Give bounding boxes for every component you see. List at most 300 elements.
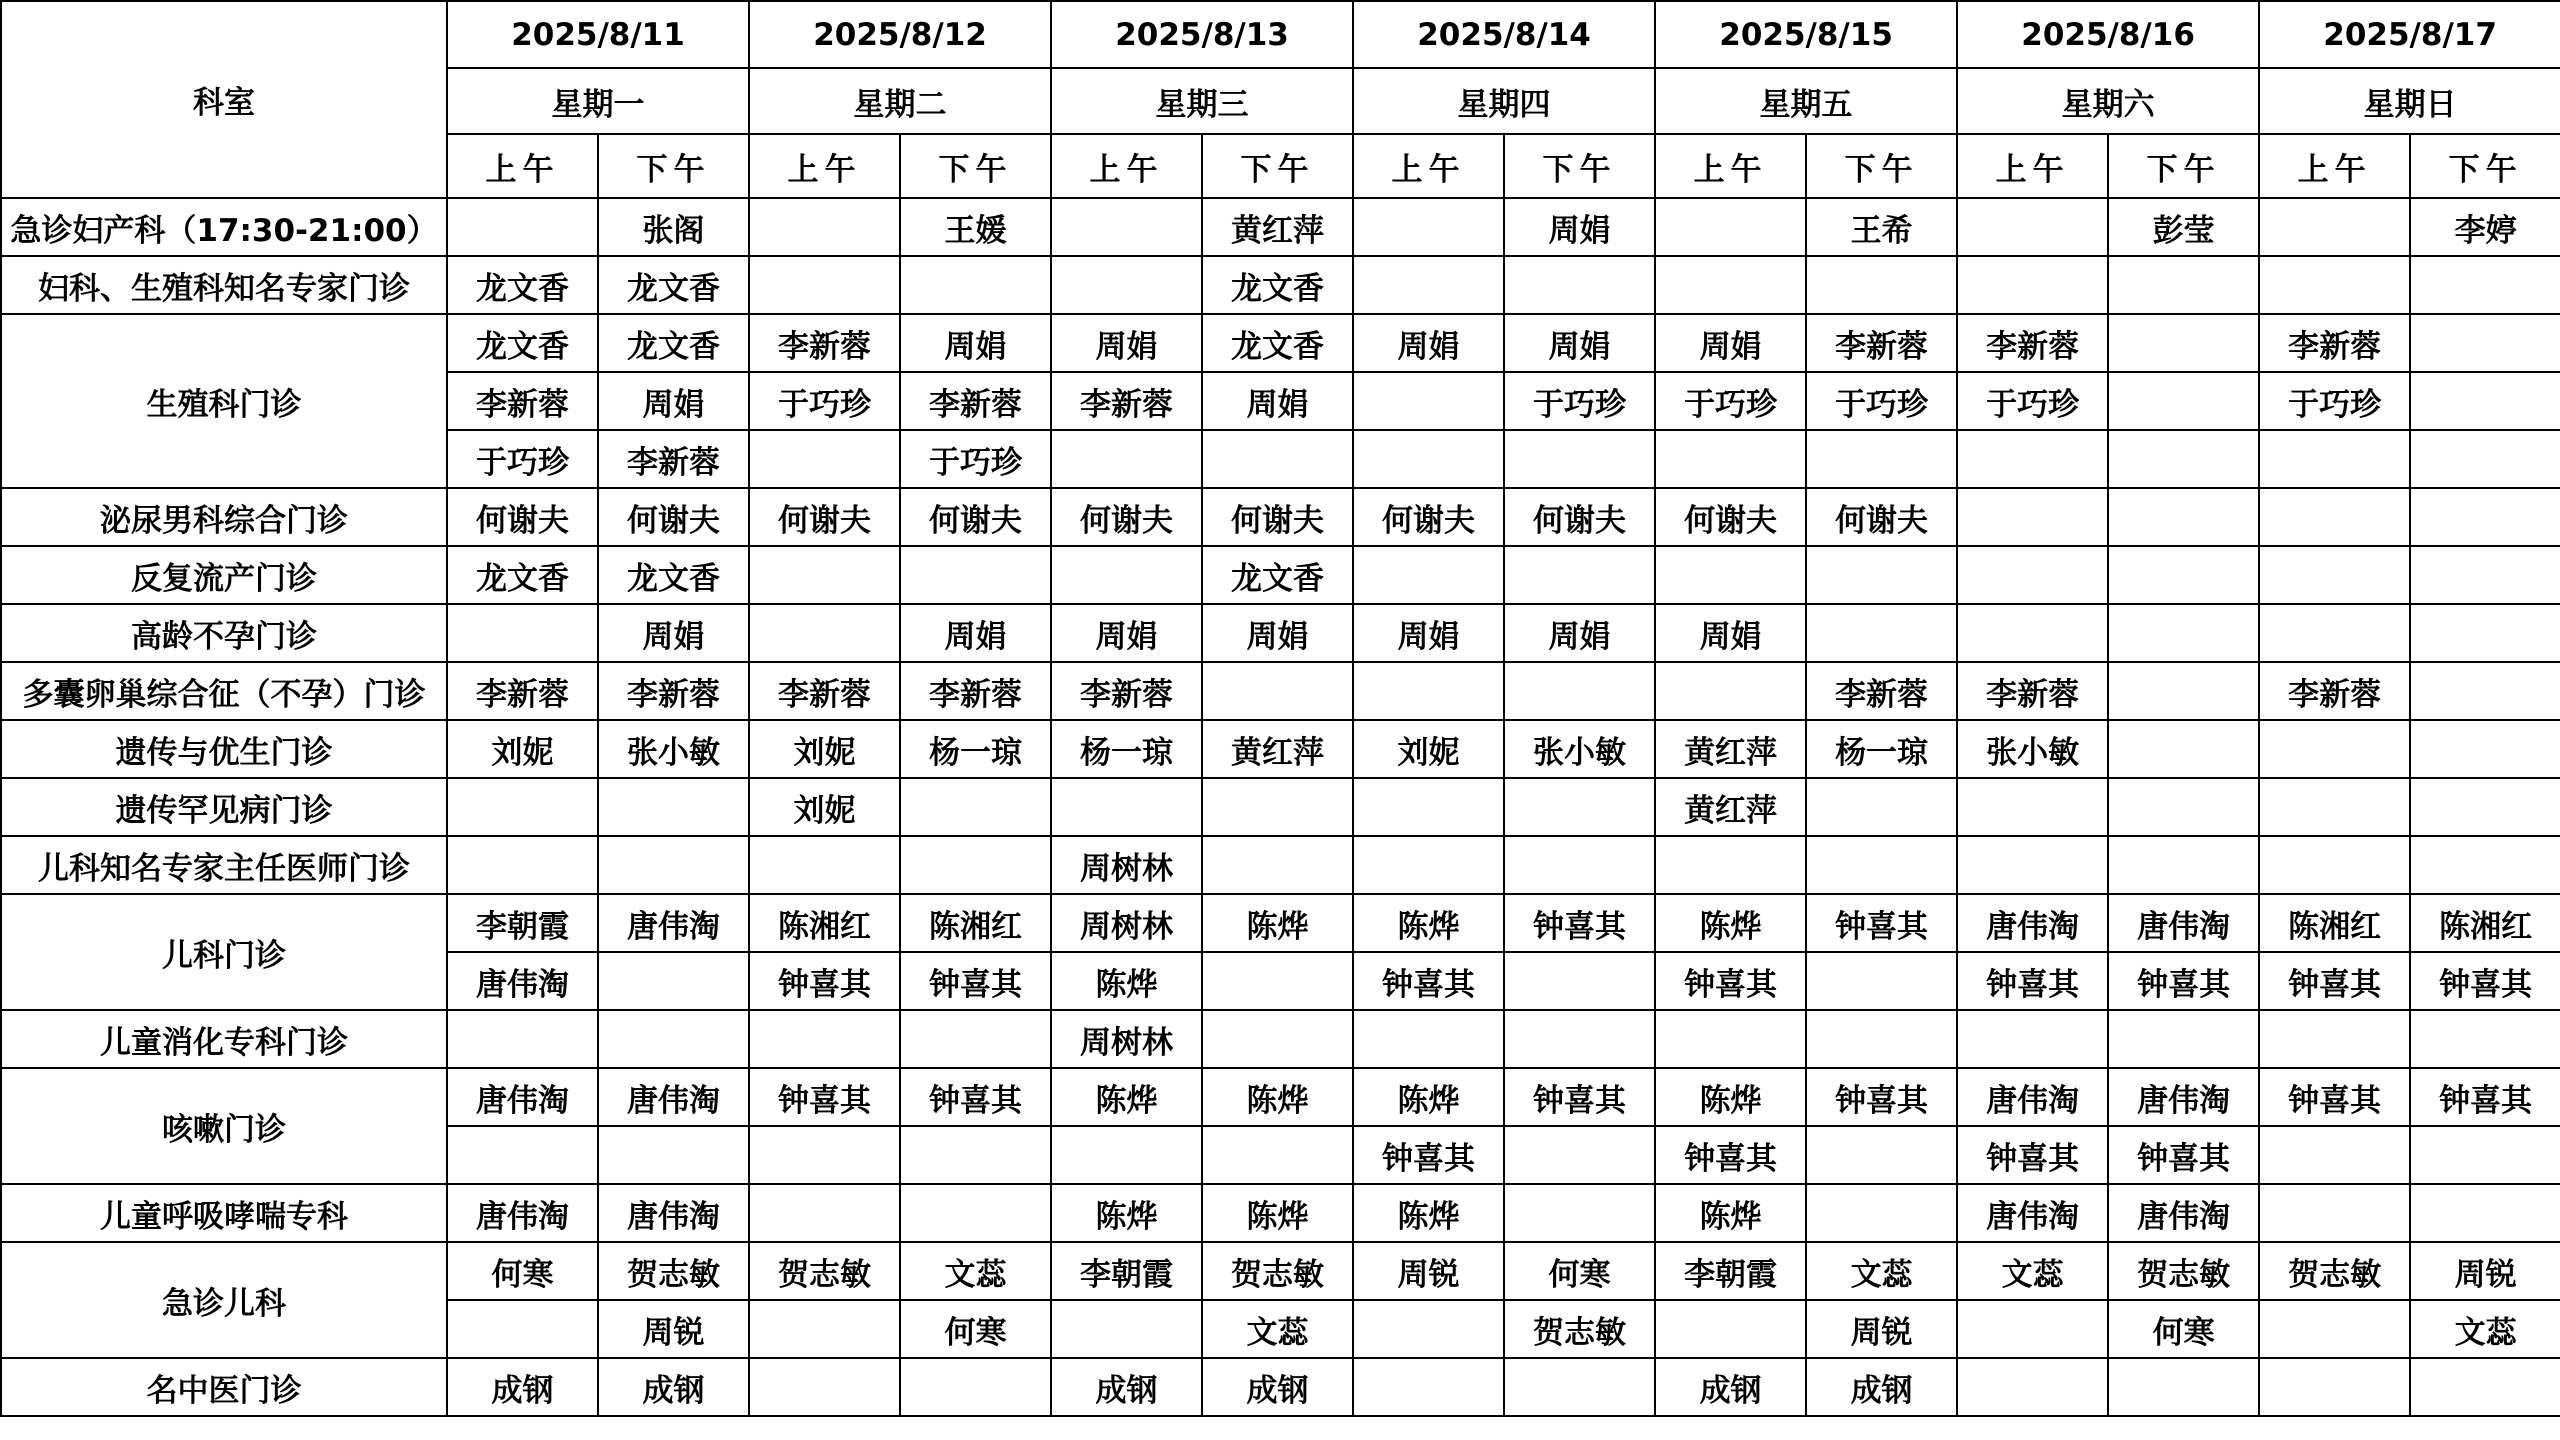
department-name: 急诊儿科 (1, 1242, 447, 1358)
date-header: 2025/8/17 (2259, 1, 2560, 68)
doctor-cell (2108, 1010, 2259, 1068)
doctor-cell: 王媛 (900, 198, 1051, 256)
doctor-cell: 钟喜其 (1655, 952, 1806, 1010)
doctor-cell (2108, 488, 2259, 546)
doctor-cell (1051, 430, 1202, 488)
doctor-cell: 文蕊 (900, 1242, 1051, 1300)
doctor-cell: 文蕊 (1202, 1300, 1353, 1358)
doctor-cell: 周娟 (1202, 372, 1353, 430)
doctor-cell: 陈烨 (1051, 952, 1202, 1010)
doctor-cell (2259, 1010, 2410, 1068)
doctor-cell (1957, 1010, 2108, 1068)
date-header: 2025/8/12 (749, 1, 1051, 68)
doctor-cell (2108, 720, 2259, 778)
doctor-cell: 刘妮 (1353, 720, 1504, 778)
schedule-row (1, 198, 2560, 256)
doctor-cell (2410, 372, 2560, 430)
schedule-row (1, 778, 2560, 836)
doctor-cell (1806, 1184, 1957, 1242)
doctor-cell: 陈烨 (1353, 894, 1504, 952)
am-header: 上午 (1655, 134, 1806, 198)
schedule-row (1, 314, 2560, 372)
doctor-cell: 唐伟淘 (1957, 1068, 2108, 1126)
doctor-cell (1957, 604, 2108, 662)
doctor-cell (749, 430, 900, 488)
doctor-cell: 李新蓉 (2259, 662, 2410, 720)
doctor-cell (2108, 662, 2259, 720)
doctor-cell (1504, 1358, 1655, 1416)
doctor-cell: 于巧珍 (1806, 372, 1957, 430)
doctor-cell (1202, 430, 1353, 488)
doctor-cell (1957, 198, 2108, 256)
doctor-cell: 李新蓉 (2259, 314, 2410, 372)
am-header: 上午 (749, 134, 900, 198)
doctor-cell: 李新蓉 (900, 662, 1051, 720)
doctor-cell: 李新蓉 (598, 662, 749, 720)
doctor-cell (1353, 546, 1504, 604)
doctor-cell: 成钢 (1655, 1358, 1806, 1416)
doctor-cell (1504, 546, 1655, 604)
doctor-cell (2410, 778, 2560, 836)
date-header: 2025/8/13 (1051, 1, 1353, 68)
pm-header: 下午 (2108, 134, 2259, 198)
doctor-cell (598, 1126, 749, 1184)
doctor-cell: 龙文香 (1202, 314, 1353, 372)
doctor-cell: 周娟 (598, 372, 749, 430)
doctor-cell: 周娟 (1504, 198, 1655, 256)
doctor-cell (1957, 836, 2108, 894)
doctor-cell (1655, 256, 1806, 314)
doctor-cell: 陈烨 (1051, 1068, 1202, 1126)
doctor-cell (2259, 256, 2410, 314)
doctor-cell (1806, 430, 1957, 488)
doctor-cell (1202, 952, 1353, 1010)
doctor-cell (749, 836, 900, 894)
doctor-cell: 陈烨 (1655, 1068, 1806, 1126)
doctor-cell (1353, 836, 1504, 894)
doctor-cell (749, 256, 900, 314)
doctor-cell (2410, 662, 2560, 720)
doctor-cell: 钟喜其 (2108, 1126, 2259, 1184)
doctor-cell (1504, 778, 1655, 836)
doctor-cell: 龙文香 (598, 546, 749, 604)
weekday-header: 星期二 (749, 68, 1051, 134)
doctor-cell: 陈烨 (1051, 1184, 1202, 1242)
pm-header: 下午 (2410, 134, 2560, 198)
doctor-cell (900, 1184, 1051, 1242)
doctor-cell: 于巧珍 (1957, 372, 2108, 430)
doctor-cell: 成钢 (447, 1358, 598, 1416)
doctor-cell: 周树林 (1051, 1010, 1202, 1068)
doctor-cell: 陈烨 (1202, 894, 1353, 952)
doctor-cell: 钟喜其 (900, 1068, 1051, 1126)
doctor-cell (2108, 314, 2259, 372)
doctor-cell: 于巧珍 (1504, 372, 1655, 430)
doctor-cell (749, 1126, 900, 1184)
doctor-cell: 李婷 (2410, 198, 2560, 256)
doctor-cell: 陈烨 (1353, 1184, 1504, 1242)
department-column-header: 科室 (1, 1, 447, 198)
doctor-cell (1957, 430, 2108, 488)
doctor-cell (900, 256, 1051, 314)
doctor-cell: 陈烨 (1353, 1068, 1504, 1126)
doctor-cell: 唐伟淘 (1957, 1184, 2108, 1242)
doctor-cell (2259, 430, 2410, 488)
doctor-cell (2259, 488, 2410, 546)
schedule-header (1, 1, 2560, 198)
doctor-cell (1504, 1184, 1655, 1242)
doctor-cell: 刘妮 (749, 720, 900, 778)
doctor-cell: 钟喜其 (1655, 1126, 1806, 1184)
weekday-header: 星期三 (1051, 68, 1353, 134)
doctor-cell: 王希 (1806, 198, 1957, 256)
doctor-cell: 黄红萍 (1655, 720, 1806, 778)
doctor-cell: 何谢夫 (749, 488, 900, 546)
weekday-header: 星期一 (447, 68, 749, 134)
doctor-cell (749, 1184, 900, 1242)
am-header: 上午 (1353, 134, 1504, 198)
doctor-cell (1353, 1300, 1504, 1358)
doctor-cell (900, 1358, 1051, 1416)
doctor-cell: 李新蓉 (749, 662, 900, 720)
doctor-cell (749, 546, 900, 604)
doctor-cell: 龙文香 (447, 256, 598, 314)
doctor-cell: 周娟 (598, 604, 749, 662)
doctor-cell (1806, 952, 1957, 1010)
doctor-cell: 何谢夫 (447, 488, 598, 546)
doctor-cell (900, 1126, 1051, 1184)
doctor-cell (1806, 836, 1957, 894)
doctor-cell: 钟喜其 (1353, 952, 1504, 1010)
doctor-cell (1202, 1126, 1353, 1184)
doctor-cell: 陈烨 (1202, 1184, 1353, 1242)
doctor-cell: 李新蓉 (447, 662, 598, 720)
doctor-cell: 何谢夫 (1051, 488, 1202, 546)
doctor-cell: 李新蓉 (598, 430, 749, 488)
doctor-cell (1806, 256, 1957, 314)
doctor-cell: 唐伟淘 (2108, 1184, 2259, 1242)
pm-header: 下午 (598, 134, 749, 198)
doctor-cell: 周娟 (900, 314, 1051, 372)
weekday-header: 星期五 (1655, 68, 1957, 134)
doctor-cell: 何谢夫 (598, 488, 749, 546)
doctor-cell (598, 952, 749, 1010)
doctor-cell (1504, 952, 1655, 1010)
doctor-cell (2410, 836, 2560, 894)
date-header: 2025/8/11 (447, 1, 749, 68)
doctor-cell: 成钢 (1051, 1358, 1202, 1416)
doctor-cell: 何寒 (2108, 1300, 2259, 1358)
schedule-body (1, 198, 2560, 1416)
doctor-cell: 周娟 (1202, 604, 1353, 662)
doctor-cell (1353, 198, 1504, 256)
doctor-cell: 贺志敏 (598, 1242, 749, 1300)
doctor-cell (2259, 1300, 2410, 1358)
doctor-cell: 钟喜其 (1504, 1068, 1655, 1126)
doctor-cell: 唐伟淘 (447, 952, 598, 1010)
doctor-cell (2259, 720, 2410, 778)
doctor-cell (2108, 836, 2259, 894)
doctor-cell: 钟喜其 (1504, 894, 1655, 952)
doctor-cell (1504, 662, 1655, 720)
date-header: 2025/8/15 (1655, 1, 1957, 68)
doctor-cell (1202, 1010, 1353, 1068)
doctor-cell: 张小敏 (1504, 720, 1655, 778)
doctor-cell: 钟喜其 (2410, 1068, 2560, 1126)
doctor-cell (2259, 1126, 2410, 1184)
doctor-cell: 何谢夫 (1806, 488, 1957, 546)
doctor-cell: 李新蓉 (749, 314, 900, 372)
schedule-row (1, 1358, 2560, 1416)
schedule-row (1, 604, 2560, 662)
schedule-row (1, 488, 2560, 546)
doctor-cell (1202, 836, 1353, 894)
doctor-cell (447, 836, 598, 894)
doctor-cell (900, 1010, 1051, 1068)
doctor-cell: 陈湘红 (749, 894, 900, 952)
doctor-cell (447, 778, 598, 836)
pm-header: 下午 (1806, 134, 1957, 198)
doctor-cell: 陈湘红 (900, 894, 1051, 952)
doctor-cell (447, 1126, 598, 1184)
department-name: 咳嗽门诊 (1, 1068, 447, 1184)
doctor-cell (2410, 256, 2560, 314)
doctor-cell: 文蕊 (1806, 1242, 1957, 1300)
doctor-cell (1957, 1358, 2108, 1416)
doctor-cell: 周锐 (1806, 1300, 1957, 1358)
doctor-cell: 周娟 (900, 604, 1051, 662)
doctor-cell (2410, 430, 2560, 488)
doctor-cell (1655, 1300, 1806, 1358)
department-name: 反复流产门诊 (1, 546, 447, 604)
doctor-cell (2108, 372, 2259, 430)
doctor-cell: 李新蓉 (1957, 314, 2108, 372)
department-name: 儿科门诊 (1, 894, 447, 1010)
doctor-cell: 李新蓉 (1806, 662, 1957, 720)
doctor-cell: 龙文香 (598, 314, 749, 372)
doctor-cell: 李新蓉 (1806, 314, 1957, 372)
doctor-cell (2410, 1358, 2560, 1416)
doctor-cell: 杨一琼 (900, 720, 1051, 778)
doctor-cell: 李新蓉 (447, 372, 598, 430)
doctor-cell (1957, 778, 2108, 836)
doctor-cell: 钟喜其 (749, 952, 900, 1010)
doctor-cell (2108, 430, 2259, 488)
doctor-cell: 唐伟淘 (2108, 894, 2259, 952)
schedule-row (1, 720, 2560, 778)
doctor-cell: 张小敏 (598, 720, 749, 778)
schedule-row (1, 1242, 2560, 1300)
doctor-cell: 黄红萍 (1202, 720, 1353, 778)
doctor-cell (598, 778, 749, 836)
doctor-cell: 何谢夫 (900, 488, 1051, 546)
doctor-cell (1504, 430, 1655, 488)
department-name: 高龄不孕门诊 (1, 604, 447, 662)
doctor-cell (447, 604, 598, 662)
doctor-cell (1655, 836, 1806, 894)
doctor-cell (1202, 662, 1353, 720)
doctor-cell (1957, 1300, 2108, 1358)
doctor-cell: 周娟 (1504, 314, 1655, 372)
doctor-cell (749, 198, 900, 256)
doctor-cell: 于巧珍 (1655, 372, 1806, 430)
pm-header: 下午 (1202, 134, 1353, 198)
pm-header: 下午 (900, 134, 1051, 198)
doctor-cell (1353, 256, 1504, 314)
doctor-cell: 何寒 (447, 1242, 598, 1300)
doctor-cell (1051, 198, 1202, 256)
doctor-cell (1806, 604, 1957, 662)
doctor-cell (1353, 1010, 1504, 1068)
doctor-cell (1806, 1126, 1957, 1184)
doctor-cell (1051, 1300, 1202, 1358)
doctor-cell: 周娟 (1353, 604, 1504, 662)
doctor-cell: 钟喜其 (2108, 952, 2259, 1010)
doctor-cell: 周锐 (598, 1300, 749, 1358)
doctor-cell: 钟喜其 (1957, 952, 2108, 1010)
weekday-header: 星期四 (1353, 68, 1655, 134)
doctor-cell: 文蕊 (2410, 1300, 2560, 1358)
doctor-cell: 刘妮 (447, 720, 598, 778)
schedule-row (1, 546, 2560, 604)
doctor-cell: 陈湘红 (2410, 894, 2560, 952)
doctor-cell: 周锐 (2410, 1242, 2560, 1300)
doctor-cell (1806, 1010, 1957, 1068)
doctor-cell: 唐伟淘 (598, 1184, 749, 1242)
schedule-row (1, 662, 2560, 720)
doctor-cell: 刘妮 (749, 778, 900, 836)
doctor-cell (2410, 546, 2560, 604)
doctor-cell (2259, 836, 2410, 894)
doctor-cell: 何谢夫 (1504, 488, 1655, 546)
doctor-cell: 李朝霞 (1655, 1242, 1806, 1300)
department-name: 名中医门诊 (1, 1358, 447, 1416)
doctor-cell (2108, 604, 2259, 662)
doctor-cell (2108, 778, 2259, 836)
doctor-cell: 周娟 (1504, 604, 1655, 662)
doctor-cell: 成钢 (1202, 1358, 1353, 1416)
department-name: 儿童呼吸哮喘专科 (1, 1184, 447, 1242)
doctor-cell: 钟喜其 (1806, 894, 1957, 952)
doctor-cell (1957, 546, 2108, 604)
doctor-cell: 龙文香 (1202, 546, 1353, 604)
doctor-cell: 钟喜其 (2259, 952, 2410, 1010)
doctor-cell: 黄红萍 (1655, 778, 1806, 836)
department-name: 生殖科门诊 (1, 314, 447, 488)
doctor-cell: 何谢夫 (1202, 488, 1353, 546)
doctor-cell (2108, 256, 2259, 314)
doctor-cell (2259, 546, 2410, 604)
doctor-cell: 贺志敏 (749, 1242, 900, 1300)
doctor-cell: 钟喜其 (900, 952, 1051, 1010)
schedule-row (1, 256, 2560, 314)
doctor-cell: 李朝霞 (1051, 1242, 1202, 1300)
doctor-cell: 李新蓉 (1051, 662, 1202, 720)
doctor-cell (1353, 1358, 1504, 1416)
doctor-cell (2410, 1126, 2560, 1184)
schedule-row (1, 1010, 2560, 1068)
date-header: 2025/8/16 (1957, 1, 2259, 68)
doctor-cell: 何寒 (900, 1300, 1051, 1358)
doctor-cell: 贺志敏 (1504, 1300, 1655, 1358)
doctor-cell: 龙文香 (598, 256, 749, 314)
doctor-cell: 钟喜其 (749, 1068, 900, 1126)
doctor-cell: 成钢 (1806, 1358, 1957, 1416)
doctor-cell (2410, 1184, 2560, 1242)
pm-header: 下午 (1504, 134, 1655, 198)
doctor-cell: 李朝霞 (447, 894, 598, 952)
department-name: 急诊妇产科（17:30-21:00） (1, 198, 447, 256)
doctor-cell (598, 836, 749, 894)
doctor-cell (1202, 778, 1353, 836)
doctor-cell (1504, 1010, 1655, 1068)
doctor-cell (2259, 778, 2410, 836)
doctor-cell (598, 1010, 749, 1068)
am-header: 上午 (447, 134, 598, 198)
doctor-cell (1353, 778, 1504, 836)
doctor-cell: 陈烨 (1202, 1068, 1353, 1126)
weekday-header: 星期日 (2259, 68, 2560, 134)
doctor-cell: 陈烨 (1655, 1184, 1806, 1242)
doctor-cell (1655, 1010, 1806, 1068)
doctor-cell (447, 1010, 598, 1068)
department-name: 多囊卵巢综合征（不孕）门诊 (1, 662, 447, 720)
date-header: 2025/8/14 (1353, 1, 1655, 68)
doctor-cell: 钟喜其 (2410, 952, 2560, 1010)
doctor-cell: 周锐 (1353, 1242, 1504, 1300)
am-header: 上午 (1051, 134, 1202, 198)
doctor-cell: 周娟 (1051, 314, 1202, 372)
doctor-cell: 李新蓉 (1957, 662, 2108, 720)
doctor-cell: 李新蓉 (1051, 372, 1202, 430)
doctor-cell (2108, 1358, 2259, 1416)
doctor-cell: 于巧珍 (900, 430, 1051, 488)
schedule-row (1, 894, 2560, 952)
doctor-cell: 周娟 (1655, 604, 1806, 662)
doctor-cell: 周娟 (1051, 604, 1202, 662)
doctor-cell: 成钢 (598, 1358, 749, 1416)
doctor-cell (2410, 1010, 2560, 1068)
doctor-cell (2410, 314, 2560, 372)
doctor-cell: 周树林 (1051, 894, 1202, 952)
doctor-cell: 钟喜其 (2259, 1068, 2410, 1126)
department-name: 泌尿男科综合门诊 (1, 488, 447, 546)
department-name: 遗传罕见病门诊 (1, 778, 447, 836)
doctor-cell: 钟喜其 (1957, 1126, 2108, 1184)
doctor-cell: 黄红萍 (1202, 198, 1353, 256)
doctor-cell (1504, 256, 1655, 314)
doctor-cell: 唐伟淘 (2108, 1068, 2259, 1126)
doctor-cell (1051, 256, 1202, 314)
doctor-cell: 于巧珍 (749, 372, 900, 430)
doctor-cell: 周娟 (1353, 314, 1504, 372)
doctor-cell: 唐伟淘 (598, 1068, 749, 1126)
doctor-cell: 陈湘红 (2259, 894, 2410, 952)
doctor-cell (1655, 430, 1806, 488)
weekday-header: 星期六 (1957, 68, 2259, 134)
department-name: 遗传与优生门诊 (1, 720, 447, 778)
doctor-cell: 张小敏 (1957, 720, 2108, 778)
doctor-cell: 彭莹 (2108, 198, 2259, 256)
doctor-cell: 周娟 (1655, 314, 1806, 372)
doctor-cell (2259, 1184, 2410, 1242)
doctor-cell (1051, 778, 1202, 836)
doctor-cell (1655, 662, 1806, 720)
schedule-row (1, 836, 2560, 894)
doctor-cell (1353, 662, 1504, 720)
doctor-cell (749, 1010, 900, 1068)
doctor-cell: 杨一琼 (1051, 720, 1202, 778)
